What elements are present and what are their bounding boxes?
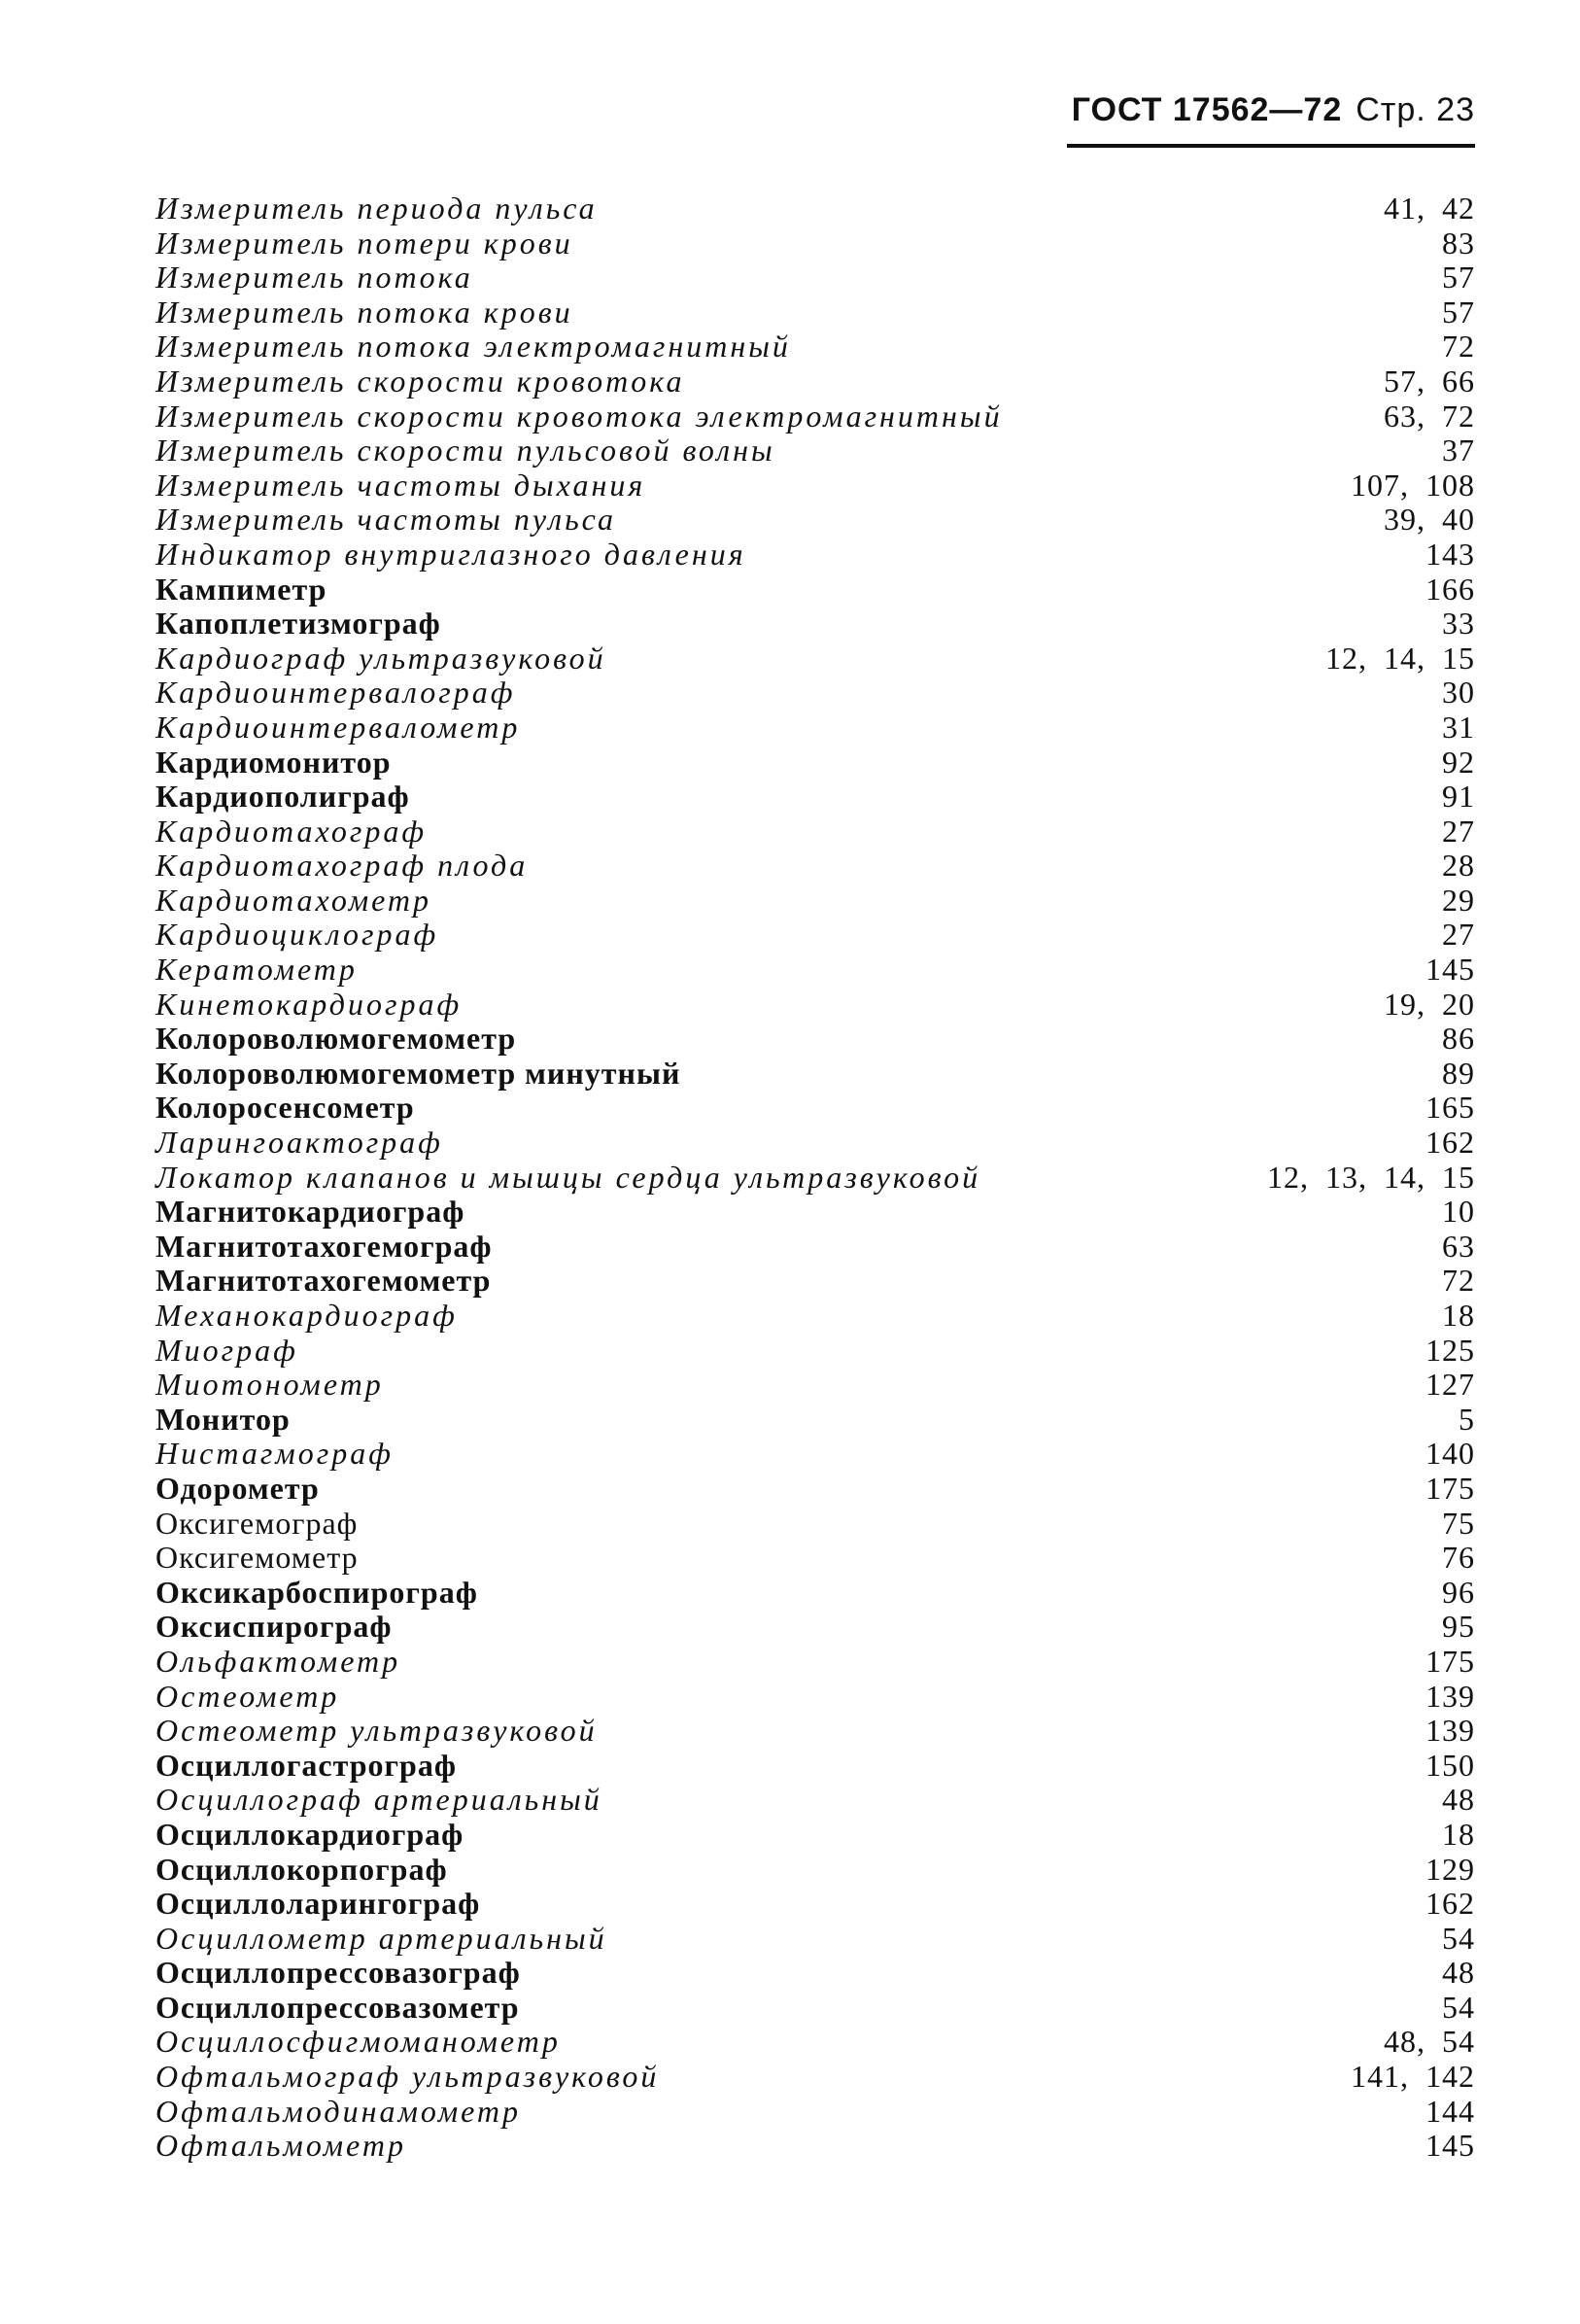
index-term: Нистагмограф — [155, 1436, 394, 1472]
index-term: Осциллосфигмоманометр — [155, 2024, 561, 2060]
index-term: Измеритель потока крови — [155, 294, 573, 330]
index-term: Измеритель потока электромагнитный — [155, 329, 791, 364]
index-pages: 12, 13, 14, 15 — [1267, 1159, 1475, 1195]
index-entry — [155, 364, 1475, 399]
index-term: Осциллопрессовазометр — [155, 1989, 520, 2025]
index-term: Индикатор внутриглазного давления — [155, 536, 746, 572]
index-entry — [155, 607, 1475, 642]
index-term: Миотонометр — [155, 1367, 384, 1403]
index-term: Измеритель скорости кровотока электромагнитный — [155, 398, 1003, 434]
index-pages: 33 — [1442, 606, 1475, 642]
index-entry — [155, 2095, 1475, 2130]
index-term: Одорометр — [155, 1470, 320, 1506]
index-pages: 162 — [1425, 1125, 1475, 1161]
index-entry — [155, 1195, 1475, 1230]
index-pages: 5 — [1459, 1401, 1475, 1437]
index-pages: 139 — [1425, 1713, 1475, 1749]
index-pages: 41, 42 — [1384, 191, 1475, 225]
index-term: Кардиотахограф — [155, 813, 428, 849]
index-term: Измеритель частоты дыхания — [155, 467, 646, 503]
index-entry — [155, 1161, 1475, 1196]
index-pages: 92 — [1442, 744, 1475, 780]
index-entry — [155, 1991, 1475, 2026]
index-entry — [155, 1576, 1475, 1611]
index-term: Осциллопрессовазограф — [155, 1955, 521, 1991]
index-term: Кератометр — [155, 952, 358, 988]
index-term: Ольфактометр — [155, 1643, 401, 1679]
index-pages: 48, 54 — [1384, 2024, 1475, 2060]
index-term: Кардиограф ультразвуковой — [155, 640, 606, 676]
index-entry — [155, 1403, 1475, 1438]
index-pages: 96 — [1442, 1574, 1475, 1610]
index-pages: 57, 66 — [1384, 363, 1475, 399]
header-rule — [1067, 144, 1475, 148]
index-pages: 83 — [1442, 225, 1475, 260]
index-entry — [155, 1057, 1475, 1092]
index-entry — [155, 226, 1475, 261]
index-pages: 10 — [1442, 1194, 1475, 1230]
index-term: Измеритель потока — [155, 260, 473, 295]
index-entry — [155, 538, 1475, 572]
index-pages: 63, 72 — [1384, 398, 1475, 434]
index-pages: 31 — [1442, 709, 1475, 745]
index-term: Кардиоциклограф — [155, 917, 439, 953]
index-term: Кардиомонитор — [155, 744, 392, 780]
index-entry — [155, 676, 1475, 711]
index-entry — [155, 1507, 1475, 1542]
index-pages: 127 — [1425, 1367, 1475, 1403]
index-entry — [155, 1022, 1475, 1057]
index-term: Измеритель частоты пульса — [155, 502, 617, 538]
index-pages: 95 — [1442, 1609, 1475, 1645]
index-entry — [155, 572, 1475, 607]
index-pages: 145 — [1425, 952, 1475, 988]
index-term: Офтальмограф ультразвуковой — [155, 2059, 660, 2095]
index-term: Осциллограф артериальный — [155, 1782, 602, 1818]
index-term: Капоплетизмограф — [155, 606, 441, 642]
index-pages: 57 — [1442, 294, 1475, 330]
index-pages: 12, 14, 15 — [1325, 640, 1475, 676]
index-pages: 86 — [1442, 1021, 1475, 1057]
index-entry — [155, 711, 1475, 746]
index-term: Магнитотахогемограф — [155, 1228, 493, 1264]
index-term: Измеритель скорости кровотока — [155, 363, 685, 399]
index-pages: 91 — [1442, 779, 1475, 815]
index-pages: 57 — [1442, 260, 1475, 295]
index-pages: 18 — [1442, 1816, 1475, 1852]
index-entry — [155, 295, 1475, 330]
index-term: Кампиметр — [155, 571, 327, 607]
index-entry — [155, 746, 1475, 780]
index-entry — [155, 1922, 1475, 1957]
index-entry — [155, 849, 1475, 884]
index-entry — [155, 1714, 1475, 1749]
index-pages: 28 — [1442, 848, 1475, 884]
index-term: Ларингоактограф — [155, 1125, 443, 1161]
index-term: Измеритель периода пульса — [155, 191, 598, 225]
index-pages: 175 — [1425, 1470, 1475, 1506]
standard-number: ГОСТ 17562—72 — [1071, 91, 1343, 128]
index-term: Кардиотахограф плода — [155, 848, 529, 884]
index-pages: 27 — [1442, 917, 1475, 953]
index-entry — [155, 468, 1475, 503]
index-entry — [155, 918, 1475, 953]
index-term: Офтальмодинамометр — [155, 2093, 521, 2129]
index-entry — [155, 1610, 1475, 1645]
index-pages: 54 — [1442, 1989, 1475, 2025]
index-term: Осциллоларингограф — [155, 1886, 481, 1922]
index-pages: 143 — [1425, 536, 1475, 572]
index-pages: 162 — [1425, 1886, 1475, 1922]
index-entry — [155, 1853, 1475, 1888]
index-pages: 72 — [1442, 329, 1475, 364]
index-pages: 129 — [1425, 1851, 1475, 1887]
index-entry — [155, 1818, 1475, 1853]
index-term: Кардиоинтервалограф — [155, 675, 516, 711]
index-term: Магнитокардиограф — [155, 1194, 465, 1230]
index-term: Миограф — [155, 1332, 298, 1368]
index-entry — [155, 1680, 1475, 1715]
index-entry — [155, 1437, 1475, 1472]
index-entry — [155, 191, 1475, 226]
index-pages: 144 — [1425, 2093, 1475, 2129]
index-term: Оксиспирограф — [155, 1609, 393, 1645]
index-entry — [155, 988, 1475, 1023]
index-entry — [155, 1091, 1475, 1126]
index-term: Кардиополиграф — [155, 779, 410, 815]
index-entry — [155, 2060, 1475, 2095]
index-entry — [155, 1334, 1475, 1369]
index-entry — [155, 1230, 1475, 1265]
index-term: Осциллокардиограф — [155, 1816, 464, 1852]
index-pages: 150 — [1425, 1747, 1475, 1783]
index-pages: 125 — [1425, 1332, 1475, 1368]
index-term: Механокардиограф — [155, 1298, 458, 1333]
index-term: Кардиотахометр — [155, 882, 432, 918]
index-term: Осциллокорпограф — [155, 1851, 448, 1887]
index-pages: 54 — [1442, 1920, 1475, 1956]
index-term: Колороволюмогемометр минутный — [155, 1055, 681, 1091]
index-pages: 27 — [1442, 813, 1475, 849]
index-term: Офтальмометр — [155, 2128, 406, 2164]
index-pages: 63 — [1442, 1228, 1475, 1264]
index-entry — [155, 1126, 1475, 1161]
index-pages: 72 — [1442, 1263, 1475, 1299]
index-pages: 139 — [1425, 1678, 1475, 1714]
index-pages: 145 — [1425, 2128, 1475, 2164]
index-pages: 75 — [1442, 1505, 1475, 1541]
index-entry — [155, 1956, 1475, 1991]
page-header — [1072, 91, 1475, 129]
index-entry — [155, 953, 1475, 988]
index-pages: 141, 142 — [1351, 2059, 1475, 2095]
index-pages: 39, 40 — [1384, 502, 1475, 538]
index-list — [155, 191, 1475, 2164]
index-entry — [155, 1645, 1475, 1680]
index-entry — [155, 815, 1475, 850]
index-pages: 107, 108 — [1351, 467, 1475, 503]
index-term: Оксигемометр — [155, 1540, 359, 1576]
index-entry — [155, 260, 1475, 295]
index-term: Осциллометр артериальный — [155, 1920, 607, 1956]
index-pages: 29 — [1442, 882, 1475, 918]
index-entry — [155, 884, 1475, 919]
index-entry — [155, 434, 1475, 468]
index-term: Колоросенсометр — [155, 1090, 415, 1126]
index-entry — [155, 399, 1475, 434]
index-term: Локатор клапанов и мышцы сердца ультразвуковой — [155, 1159, 981, 1195]
index-pages: 175 — [1425, 1643, 1475, 1679]
index-term: Оксикарбоспирограф — [155, 1574, 478, 1610]
index-pages: 140 — [1425, 1436, 1475, 1472]
index-pages: 165 — [1425, 1090, 1475, 1126]
index-term: Измеритель скорости пульсовой волны — [155, 433, 775, 468]
index-term: Кинетокардиограф — [155, 986, 463, 1022]
index-pages: 19, 20 — [1384, 986, 1475, 1022]
index-entry — [155, 1264, 1475, 1299]
index-entry — [155, 2025, 1475, 2060]
index-term: Осциллогастрограф — [155, 1747, 457, 1783]
index-pages: 48 — [1442, 1955, 1475, 1991]
index-entry — [155, 1368, 1475, 1403]
index-pages: 18 — [1442, 1298, 1475, 1333]
index-term: Остеометр ультразвуковой — [155, 1713, 598, 1749]
index-term: Оксигемограф — [155, 1505, 359, 1541]
index-term: Монитор — [155, 1401, 291, 1437]
index-entry — [155, 1783, 1475, 1818]
index-term: Измеритель потери крови — [155, 225, 573, 260]
index-pages: 37 — [1442, 433, 1475, 468]
index-entry — [155, 1472, 1475, 1507]
index-entry — [155, 1887, 1475, 1922]
index-entry — [155, 642, 1475, 676]
index-entry — [155, 1299, 1475, 1334]
index-term: Магнитотахогемометр — [155, 1263, 492, 1299]
index-pages: 76 — [1442, 1540, 1475, 1576]
index-entry — [155, 1541, 1475, 1576]
index-entry — [155, 503, 1475, 538]
index-entry — [155, 330, 1475, 364]
index-term: Колороволюмогемометр — [155, 1021, 517, 1057]
index-entry — [155, 2129, 1475, 2164]
index-pages: 89 — [1442, 1055, 1475, 1091]
index-term: Кардиоинтервалометр — [155, 709, 521, 745]
index-pages: 166 — [1425, 571, 1475, 607]
index-entry — [155, 780, 1475, 815]
page-number: Стр. 23 — [1356, 91, 1475, 128]
index-entry — [155, 1749, 1475, 1784]
index-pages: 48 — [1442, 1782, 1475, 1818]
index-term: Остеометр — [155, 1678, 340, 1714]
index-pages: 30 — [1442, 675, 1475, 711]
